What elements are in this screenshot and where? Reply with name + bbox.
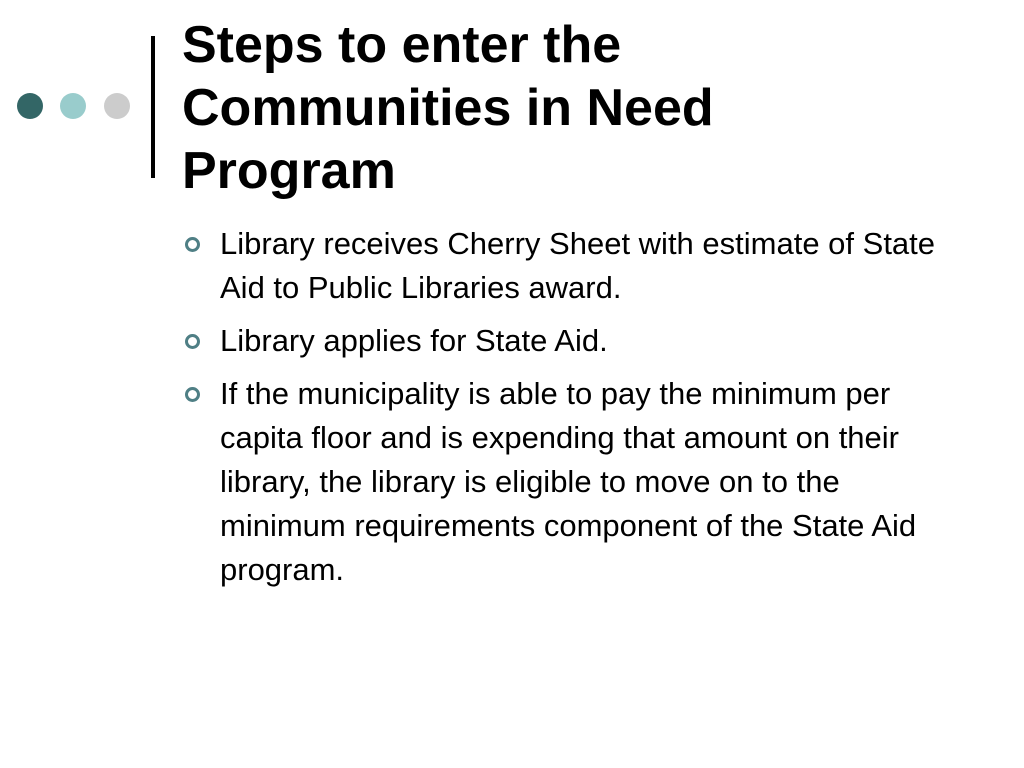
bullet-circle-icon	[185, 237, 200, 252]
title-divider	[151, 36, 155, 178]
decorative-dot-gray	[104, 93, 130, 119]
bullet-circle-icon	[185, 387, 200, 402]
bullet-item	[182, 222, 962, 310]
bullet-text: Library receives Cherry Sheet with estimate of State Aid to Public Libraries award.	[220, 226, 936, 305]
decorative-dot-dark	[17, 93, 43, 119]
bullet-circle-icon	[185, 334, 200, 349]
bullet-text: If the municipality is able to pay the minimum per capita floor and is expending that amount on their library, the library is eligible to move on to the minimum requirements component of the State Aid program.	[220, 376, 917, 587]
decorative-dot-light	[60, 93, 86, 119]
bullet-item	[182, 372, 962, 592]
bullet-list	[182, 222, 962, 601]
slide-title: Steps to enter the Communities in Need Program	[182, 16, 714, 200]
bullet-text: Library applies for State Aid.	[220, 323, 608, 358]
bullet-item	[182, 319, 962, 363]
